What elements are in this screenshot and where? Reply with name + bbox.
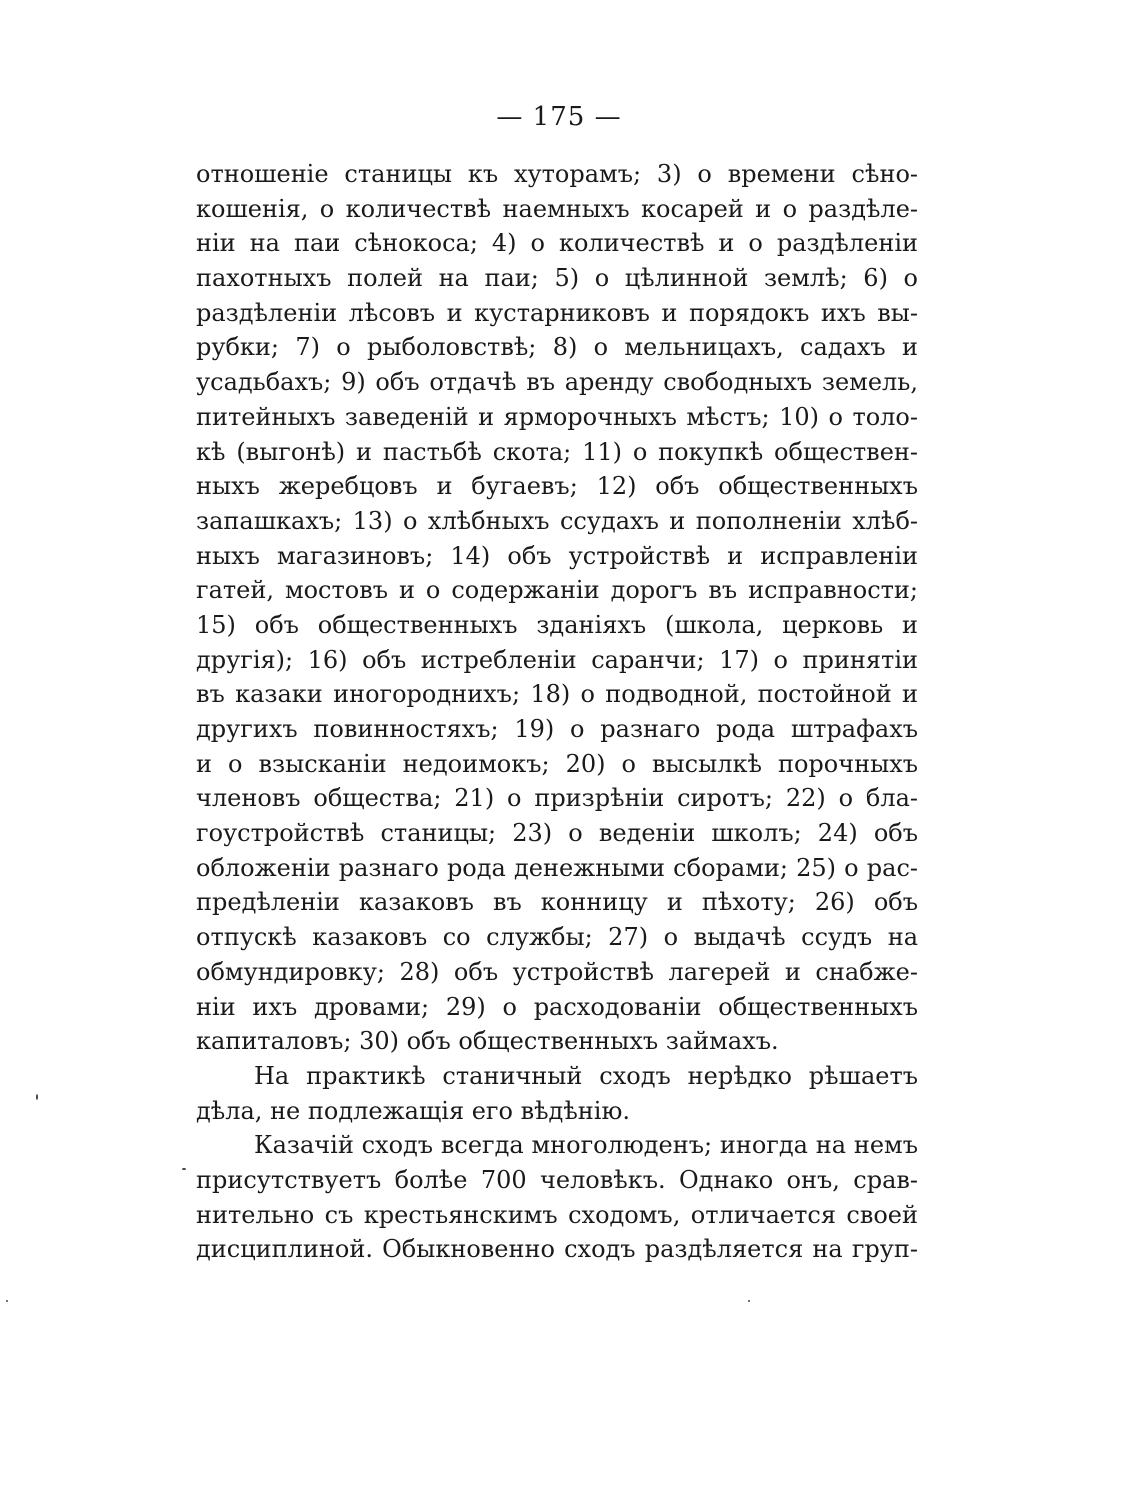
text-line: обложеніи разнаго рода денежными сборами; 25) о рас-	[196, 853, 918, 882]
text-line: усадьбахъ; 9) объ отдачѣ въ аренду свободныхъ земель,	[196, 368, 918, 397]
text-line: нительно съ крестьянскимъ сходомъ, отличается своей	[196, 1200, 918, 1229]
text-line: ніи на паи сѣнокоса; 4) о количествѣ и о раздѣленіи	[196, 229, 918, 258]
text-line: питейныхъ заведеній и ярморочныхъ мѣстъ; 10) о толо-	[196, 402, 918, 431]
text-line: другихъ повинностяхъ; 19) о разнаго рода штрафахъ	[196, 715, 918, 743]
text-line: другія); 16) объ истребленіи саранчи; 17) о принятіи	[196, 645, 918, 674]
text-line: запашкахъ; 13) о хлѣбныхъ ссудахъ и пополненіи хлѣб-	[196, 506, 918, 535]
paragraph-1	[196, 157, 918, 1059]
text-line: раздѣленіи лѣсовъ и кустарниковъ и порядокъ ихъ вы-	[196, 298, 918, 327]
text-line: гатей, мостовъ и о содержаніи дорогъ въ исправности;	[196, 576, 918, 605]
body-text	[196, 157, 918, 1267]
text-line: гоустройствѣ станицы; 23) о веденіи школъ; 24) объ	[196, 819, 918, 848]
text-line: дисциплиной. Обыкновенно сходъ раздѣляется на груп-	[196, 1235, 918, 1264]
text-line: пахотныхъ полей на паи; 5) о цѣлинной землѣ; 6) о	[196, 264, 918, 293]
print-speck	[748, 1300, 750, 1302]
print-speck	[6, 1300, 8, 1302]
text-line: ныхъ жеребцовъ и бугаевъ; 12) объ общественныхъ	[196, 472, 918, 501]
text-line: кѣ (выгонѣ) и пастьбѣ скота; 11) о покупкѣ обществен-	[196, 437, 918, 466]
text-line: предѣленіи казаковъ въ конницу и пѣхоту; 26) объ	[196, 888, 918, 917]
text-line: ніи ихъ дровами; 29) о расходованіи общественныхъ	[196, 992, 918, 1021]
paragraph-3	[196, 1128, 918, 1267]
text-line: дѣла, не подлежащія его вѣдѣнію.	[196, 1096, 630, 1125]
text-line: рубки; 7) о рыболовствѣ; 8) о мельницахъ, садахъ и	[196, 333, 918, 362]
text-line: На практикѣ станичный сходъ нерѣдко рѣшаетъ	[254, 1061, 918, 1090]
text-line: отпускѣ казаковъ со службы; 27) о выдачѣ ссудъ на	[196, 923, 918, 952]
text-line: членовъ общества; 21) о призрѣніи сиротъ; 22) о бла-	[196, 784, 918, 813]
print-speck	[182, 1168, 186, 1170]
text-line: отношеніе станицы къ хуторамъ; 3) о времени сѣно-	[196, 160, 918, 188]
text-line: въ казаки иногороднихъ; 18) о подводной, постойной и	[196, 680, 918, 709]
paragraph-2	[196, 1059, 918, 1128]
text-line: кошенія, о количествѣ наемныхъ косарей и о раздѣле-	[196, 194, 918, 223]
text-line: капиталовъ; 30) объ общественныхъ займахъ.	[196, 1027, 779, 1056]
text-line: ныхъ магазиновъ; 14) объ устройствѣ и исправленіи	[196, 541, 918, 570]
text-line: Казачій сходъ всегда многолюденъ; иногда на немъ	[254, 1131, 918, 1160]
text-line: 15) объ общественныхъ зданіяхъ (школа, церковь и	[196, 610, 918, 639]
text-line: обмундировку; 28) объ устройствѣ лагерей и снабже-	[196, 957, 918, 986]
page-number: — 175 —	[496, 102, 622, 132]
text-line: и о взысканіи недоимокъ; 20) о высылкѣ порочныхъ	[196, 749, 918, 778]
text-line: присутствуетъ болѣе 700 человѣкъ. Однако онъ, срав-	[196, 1165, 918, 1194]
print-speck	[36, 1094, 38, 1100]
